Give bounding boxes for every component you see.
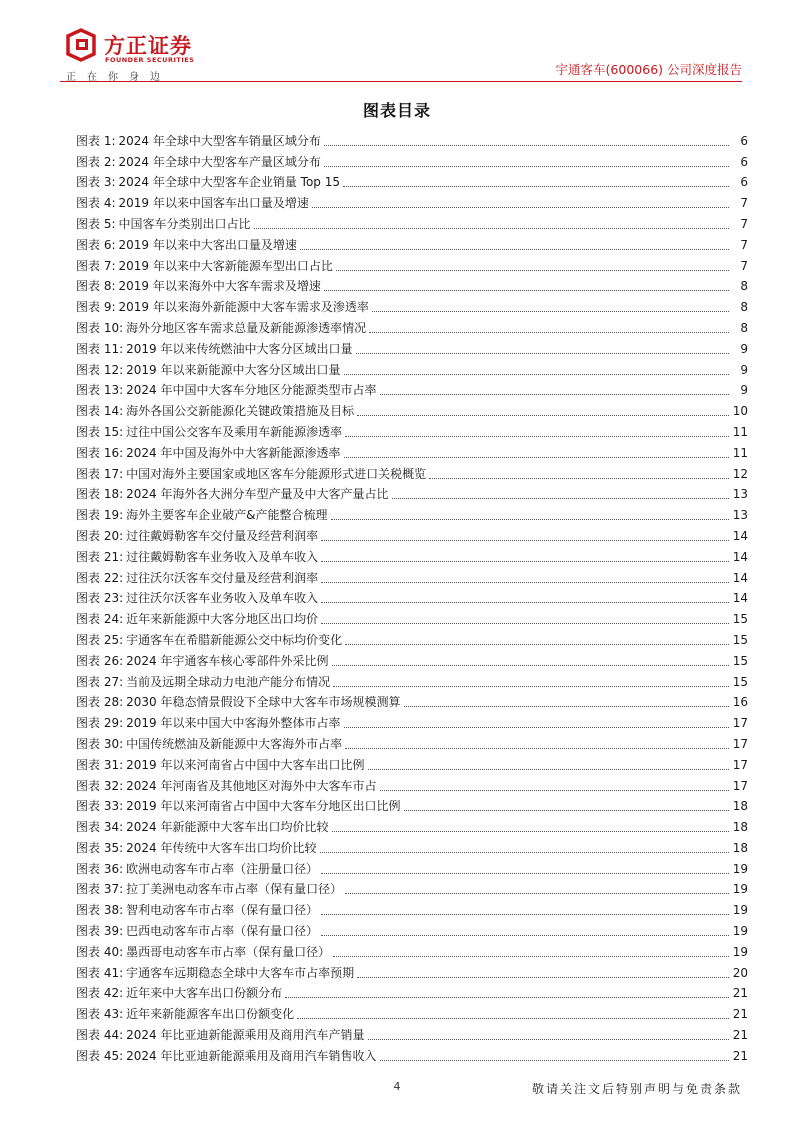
toc-entry-label: 图表 43: bbox=[76, 1007, 124, 1022]
toc-entry-title: 2024 年比亚迪新能源乘用及商用汽车产销量 bbox=[126, 1028, 365, 1043]
toc-entry[interactable] bbox=[76, 1022, 748, 1043]
toc-entry[interactable] bbox=[76, 835, 748, 856]
toc-entry[interactable] bbox=[76, 190, 748, 211]
toc-entry-title: 过往中国公交客车及乘用车新能源渗透率 bbox=[126, 424, 343, 439]
toc-entry[interactable] bbox=[76, 232, 748, 253]
toc-entry-title: 近年来中大客车出口份额分布 bbox=[126, 986, 283, 1001]
toc-dot-leader bbox=[392, 498, 730, 499]
toc-entry[interactable] bbox=[76, 482, 748, 503]
toc-entry[interactable] bbox=[76, 981, 748, 1002]
toc-entry-page: 18 bbox=[732, 820, 748, 835]
toc-entry-page: 18 bbox=[732, 799, 748, 814]
toc-entry-label: 图表 9: bbox=[76, 300, 116, 315]
toc-entry-label: 图表 20: bbox=[76, 528, 124, 543]
toc-dot-leader bbox=[344, 374, 730, 375]
toc-entry-page: 7 bbox=[740, 237, 748, 252]
toc-entry-title: 海外主要客车企业破产&产能整合梳理 bbox=[126, 508, 328, 523]
toc-dot-leader bbox=[332, 831, 730, 832]
toc-entry-title: 欧洲电动客车市占率（注册量口径） bbox=[126, 861, 319, 876]
toc-entry-page: 8 bbox=[740, 279, 748, 294]
toc-entry-label: 图表 24: bbox=[76, 612, 124, 627]
toc-entry-title: 拉丁美洲电动客车市占率（保有量口径） bbox=[126, 882, 343, 897]
toc-entry[interactable] bbox=[76, 586, 748, 607]
toc-entry-page: 19 bbox=[732, 882, 748, 897]
toc-entry-label: 图表 44: bbox=[76, 1028, 124, 1043]
toc-entry-page: 17 bbox=[732, 716, 748, 731]
toc-entry-title: 中国传统燃油及新能源中大客海外市占率 bbox=[126, 736, 343, 751]
toc-entry-page: 19 bbox=[732, 944, 748, 959]
toc-entry-page: 14 bbox=[732, 549, 748, 564]
toc-dot-leader bbox=[372, 311, 729, 312]
toc-entry-page: 6 bbox=[740, 154, 748, 169]
toc-entry-title: 过往沃尔沃客车业务收入及单车收入 bbox=[126, 591, 319, 606]
toc-entry-title: 海外各国公交新能源化关键政策措施及目标 bbox=[126, 404, 355, 419]
toc-entry-label: 图表 33: bbox=[76, 799, 124, 814]
report-title: 宇通客车(600066) 公司深度报告 bbox=[555, 62, 742, 77]
toc-dot-leader bbox=[336, 270, 729, 271]
toc-entry[interactable] bbox=[76, 502, 748, 523]
toc-entry-page: 20 bbox=[732, 965, 748, 980]
toc-entry-page: 14 bbox=[732, 528, 748, 543]
toc-entry[interactable] bbox=[76, 398, 748, 419]
toc-dot-leader bbox=[345, 748, 729, 749]
footer-disclaimer: 敬请关注文后特别声明与免责条款 bbox=[531, 1082, 742, 1096]
toc-entry-page: 9 bbox=[740, 341, 748, 356]
toc-entry-title: 2024 年新能源中大客车出口均价比较 bbox=[126, 820, 329, 835]
toc-entry-page: 13 bbox=[732, 487, 748, 502]
toc-entry-label: 图表 6: bbox=[76, 237, 116, 252]
toc-entry-title: 中国对海外主要国家或地区客车分能源形式进口关税概览 bbox=[126, 466, 427, 481]
toc-entry[interactable] bbox=[76, 710, 748, 731]
toc-entry-title: 墨西哥电动客车市占率（保有量口径） bbox=[126, 944, 331, 959]
toc-dot-leader bbox=[324, 145, 729, 146]
toc-entry-title: 2019 年以来海外新能源中大客车需求及渗透率 bbox=[118, 300, 369, 315]
toc-entry-title: 2024 年全球中大型客车企业销量 Top 15 bbox=[118, 175, 341, 190]
toc-dot-leader bbox=[357, 977, 729, 978]
toc-entry-label: 图表 10: bbox=[76, 320, 124, 335]
toc-entry[interactable] bbox=[76, 274, 748, 295]
toc-entry-page: 7 bbox=[740, 196, 748, 211]
toc-entry-label: 图表 39: bbox=[76, 924, 124, 939]
toc-dot-leader bbox=[331, 519, 730, 520]
brand-name-cn: 方正证券 bbox=[104, 34, 192, 58]
toc-entry[interactable] bbox=[76, 773, 748, 794]
toc-entry-label: 图表 27: bbox=[76, 674, 124, 689]
toc-dot-leader bbox=[333, 686, 729, 687]
toc-dot-leader bbox=[368, 1039, 730, 1040]
toc-entry-page: 7 bbox=[740, 216, 748, 231]
toc-entry-title: 2019 年以来新能源中大客分区域出口量 bbox=[126, 362, 341, 377]
toc-entry-title: 2024 年河南省及其他地区对海外中大客车市占 bbox=[126, 778, 377, 793]
toc-entry-page: 11 bbox=[732, 445, 748, 460]
brand-slogan: 正在你身边 bbox=[66, 72, 171, 83]
toc-entry-title: 中国客车分类别出口占比 bbox=[118, 216, 251, 231]
toc-entry-page: 11 bbox=[732, 424, 748, 439]
toc-entry[interactable] bbox=[76, 294, 748, 315]
toc-entry-label: 图表 5: bbox=[76, 216, 116, 231]
toc-entry-label: 图表 8: bbox=[76, 279, 116, 294]
toc-entry-label: 图表 28: bbox=[76, 695, 124, 710]
toc-entry-title: 2019 年以来中国大中客海外整体市占率 bbox=[126, 716, 341, 731]
toc-dot-leader bbox=[345, 436, 729, 437]
toc-entry-title: 宇通客车远期稳态全球中大客车市占率预期 bbox=[126, 965, 355, 980]
toc-entry-title: 过往戴姆勒客车业务收入及单车收入 bbox=[126, 549, 319, 564]
toc-entry-title: 近年来新能源中大客分地区出口均价 bbox=[126, 612, 319, 627]
toc-entry[interactable] bbox=[76, 440, 748, 461]
toc-entry-title: 近年来新能源客车出口份额变化 bbox=[126, 1007, 295, 1022]
toc-entry[interactable] bbox=[76, 606, 748, 627]
toc-entry-title: 2024 年中国及海外中大客新能源渗透率 bbox=[126, 445, 341, 460]
toc-entry[interactable] bbox=[76, 897, 748, 918]
toc-entry-title: 2024 年比亚迪新能源乘用及商用汽车销售收入 bbox=[126, 1048, 377, 1063]
toc-entry-title: 过往戴姆勒客车交付量及经营利润率 bbox=[126, 528, 319, 543]
toc-entry-label: 图表 34: bbox=[76, 820, 124, 835]
toc-entry-title: 2019 年以来传统燃油中大客分区域出口量 bbox=[126, 341, 353, 356]
toc-dot-leader bbox=[321, 540, 729, 541]
toc-entry-page: 17 bbox=[732, 778, 748, 793]
toc-entry[interactable] bbox=[76, 1001, 748, 1022]
toc-entry[interactable] bbox=[76, 814, 748, 835]
page-header bbox=[0, 0, 794, 82]
toc-entry-title: 2024 年中国中大客车分地区分能源类型市占率 bbox=[126, 383, 377, 398]
toc-dot-leader bbox=[345, 644, 729, 645]
toc-entry-page: 14 bbox=[732, 570, 748, 585]
toc-dot-leader bbox=[332, 665, 730, 666]
toc-entry[interactable] bbox=[76, 918, 748, 939]
toc-entry-page: 15 bbox=[732, 674, 748, 689]
toc-entry[interactable] bbox=[76, 128, 748, 149]
toc-entry-page: 21 bbox=[732, 1048, 748, 1063]
toc-entry-page: 21 bbox=[732, 1007, 748, 1022]
toc-dot-leader bbox=[429, 478, 729, 479]
toc-entry[interactable] bbox=[76, 461, 748, 482]
toc-entry-label: 图表 37: bbox=[76, 882, 124, 897]
toc-entry[interactable] bbox=[76, 731, 748, 752]
toc-entry-page: 19 bbox=[732, 924, 748, 939]
toc-entry-label: 图表 26: bbox=[76, 653, 124, 668]
toc-entry-label: 图表 30: bbox=[76, 736, 124, 751]
toc-entry-page: 17 bbox=[732, 736, 748, 751]
toc-dot-leader bbox=[321, 561, 729, 562]
toc-dot-leader bbox=[321, 582, 729, 583]
toc-dot-leader bbox=[344, 457, 730, 458]
toc-entry-title: 巴西电动客车市占率（保有量口径） bbox=[126, 924, 319, 939]
toc-entry-title: 2019 年以来中国客车出口量及增速 bbox=[118, 196, 309, 211]
toc-entry-page: 21 bbox=[732, 986, 748, 1001]
toc-entry[interactable] bbox=[76, 170, 748, 191]
toc-entry-label: 图表 38: bbox=[76, 903, 124, 918]
toc-entry-label: 图表 18: bbox=[76, 487, 124, 502]
toc-dot-leader bbox=[357, 415, 729, 416]
toc-entry-label: 图表 2: bbox=[76, 154, 116, 169]
toc-entry-page: 19 bbox=[732, 861, 748, 876]
toc-dot-leader bbox=[324, 166, 729, 167]
toc-entry[interactable] bbox=[76, 690, 748, 711]
toc-dot-leader bbox=[404, 810, 730, 811]
toc-entry-page: 7 bbox=[740, 258, 748, 273]
toc-entry-label: 图表 17: bbox=[76, 466, 124, 481]
toc-entry-title: 2019 年以来海外中大客车需求及增速 bbox=[118, 279, 321, 294]
toc-dot-leader bbox=[321, 914, 729, 915]
toc-entry[interactable] bbox=[76, 1043, 748, 1064]
toc-entry[interactable] bbox=[76, 752, 748, 773]
toc-entry[interactable] bbox=[76, 565, 748, 586]
toc-dot-leader bbox=[343, 186, 729, 187]
toc-dot-leader bbox=[344, 727, 730, 728]
toc-entry-page: 19 bbox=[732, 903, 748, 918]
toc-dot-leader bbox=[297, 1018, 729, 1019]
toc-entry[interactable] bbox=[76, 336, 748, 357]
page-number: 4 bbox=[393, 1080, 401, 1093]
toc-dot-leader bbox=[321, 602, 729, 603]
toc-entry-title: 宇通客车在希腊新能源公交中标均价变化 bbox=[126, 632, 343, 647]
toc-entry-title: 2024 年海外各大洲分车型产量及中大客产量占比 bbox=[126, 487, 389, 502]
toc-entry-label: 图表 42: bbox=[76, 986, 124, 1001]
toc-entry-title: 2024 年全球中大型客车产量区域分布 bbox=[118, 154, 321, 169]
toc-entry[interactable] bbox=[76, 544, 748, 565]
toc-entry-page: 13 bbox=[732, 508, 748, 523]
toc-dot-leader bbox=[380, 790, 730, 791]
toc-entry-title: 2024 年宇通客车核心零部件外采比例 bbox=[126, 653, 329, 668]
toc-dot-leader bbox=[321, 623, 729, 624]
toc-dot-leader bbox=[380, 394, 730, 395]
toc-entry-page: 21 bbox=[732, 1028, 748, 1043]
toc-entry-page: 9 bbox=[740, 383, 748, 398]
toc-entry-page: 18 bbox=[732, 840, 748, 855]
toc-entry-label: 图表 40: bbox=[76, 944, 124, 959]
toc-entry-label: 图表 13: bbox=[76, 383, 124, 398]
toc-entry-label: 图表 12: bbox=[76, 362, 124, 377]
toc-entry-page: 17 bbox=[732, 757, 748, 772]
toc-entry-label: 图表 25: bbox=[76, 632, 124, 647]
toc-entry-label: 图表 1: bbox=[76, 133, 116, 148]
toc-dot-leader bbox=[321, 935, 729, 936]
toc-entry-page: 6 bbox=[740, 133, 748, 148]
toc-dot-leader bbox=[345, 893, 729, 894]
header-divider bbox=[60, 81, 742, 82]
toc-entry-title: 2019 年以来中大客出口量及增速 bbox=[118, 237, 297, 252]
toc-entry[interactable] bbox=[76, 960, 748, 981]
founder-logo-icon bbox=[64, 28, 98, 62]
toc-dot-leader bbox=[324, 290, 729, 291]
toc-entry-label: 图表 19: bbox=[76, 508, 124, 523]
toc-entry-label: 图表 4: bbox=[76, 196, 116, 211]
toc-dot-leader bbox=[368, 769, 730, 770]
toc-dot-leader bbox=[254, 228, 729, 229]
toc-entry[interactable] bbox=[76, 149, 748, 170]
toc-entry[interactable] bbox=[76, 211, 748, 232]
toc-dot-leader bbox=[380, 1060, 730, 1061]
toc-entry-label: 图表 15: bbox=[76, 424, 124, 439]
toc-entry-label: 图表 14: bbox=[76, 404, 124, 419]
toc-entry-page: 14 bbox=[732, 591, 748, 606]
toc-entry-label: 图表 29: bbox=[76, 716, 124, 731]
toc-entry-label: 图表 23: bbox=[76, 591, 124, 606]
toc-entry[interactable] bbox=[76, 419, 748, 440]
toc-entry-page: 8 bbox=[740, 320, 748, 335]
toc-entry[interactable] bbox=[76, 648, 748, 669]
toc-entry-label: 图表 41: bbox=[76, 965, 124, 980]
toc-entry-label: 图表 16: bbox=[76, 445, 124, 460]
toc-entry-title: 2030 年稳态情景假设下全球中大客车市场规模测算 bbox=[126, 695, 401, 710]
toc-entry[interactable] bbox=[76, 794, 748, 815]
toc-entry-label: 图表 3: bbox=[76, 175, 116, 190]
toc-entry-page: 15 bbox=[732, 612, 748, 627]
toc-entry[interactable] bbox=[76, 939, 748, 960]
toc-entry-title: 2019 年以来河南省占中国中大客车出口比例 bbox=[126, 757, 365, 772]
chart-table-of-contents bbox=[76, 128, 748, 1064]
toc-entry-label: 图表 11: bbox=[76, 341, 124, 356]
toc-heading: 图表目录 bbox=[362, 101, 431, 120]
toc-entry-title: 过往沃尔沃客车交付量及经营利润率 bbox=[126, 570, 319, 585]
toc-entry-page: 6 bbox=[740, 175, 748, 190]
toc-entry-page: 8 bbox=[740, 300, 748, 315]
toc-dot-leader bbox=[404, 706, 730, 707]
toc-entry-title: 智利电动客车市占率（保有量口径） bbox=[126, 903, 319, 918]
toc-entry-label: 图表 36: bbox=[76, 861, 124, 876]
toc-entry-title: 海外分地区客车需求总量及新能源渗透率情况 bbox=[126, 320, 367, 335]
toc-entry-label: 图表 31: bbox=[76, 757, 124, 772]
toc-dot-leader bbox=[320, 852, 730, 853]
toc-entry[interactable] bbox=[76, 627, 748, 648]
toc-entry-page: 16 bbox=[732, 695, 748, 710]
toc-entry-title: 2024 年传统中大客车出口均价比较 bbox=[126, 840, 317, 855]
toc-dot-leader bbox=[333, 956, 729, 957]
toc-entry[interactable] bbox=[76, 669, 748, 690]
toc-entry-page: 15 bbox=[732, 632, 748, 647]
toc-entry-page: 15 bbox=[732, 653, 748, 668]
toc-entry[interactable] bbox=[76, 856, 748, 877]
toc-entry[interactable] bbox=[76, 523, 748, 544]
toc-entry-title: 2024 年全球中大型客车销量区域分布 bbox=[118, 133, 321, 148]
toc-entry-title: 2019 年以来河南省占中国中大客车分地区出口比例 bbox=[126, 799, 401, 814]
toc-entry-page: 10 bbox=[732, 404, 748, 419]
toc-entry-label: 图表 32: bbox=[76, 778, 124, 793]
toc-dot-leader bbox=[312, 207, 729, 208]
toc-entry-label: 图表 7: bbox=[76, 258, 116, 273]
toc-dot-leader bbox=[321, 873, 729, 874]
toc-dot-leader bbox=[356, 353, 730, 354]
toc-dot-leader bbox=[300, 249, 729, 250]
toc-entry[interactable] bbox=[76, 378, 748, 399]
toc-entry-label: 图表 21: bbox=[76, 549, 124, 564]
brand-name-en: FOUNDER SECURITIES bbox=[105, 56, 195, 64]
toc-entry-label: 图表 45: bbox=[76, 1048, 124, 1063]
toc-entry-label: 图表 35: bbox=[76, 840, 124, 855]
toc-dot-leader bbox=[285, 997, 729, 998]
toc-dot-leader bbox=[369, 332, 729, 333]
toc-entry-page: 12 bbox=[732, 466, 748, 481]
toc-entry[interactable] bbox=[76, 253, 748, 274]
toc-entry-title: 2019 年以来中大客新能源车型出口占比 bbox=[118, 258, 333, 273]
toc-entry[interactable] bbox=[76, 357, 748, 378]
toc-entry-page: 9 bbox=[740, 362, 748, 377]
toc-entry[interactable] bbox=[76, 315, 748, 336]
toc-entry-label: 图表 22: bbox=[76, 570, 124, 585]
toc-entry[interactable] bbox=[76, 877, 748, 898]
toc-entry-title: 当前及远期全球动力电池产能分布情况 bbox=[126, 674, 331, 689]
